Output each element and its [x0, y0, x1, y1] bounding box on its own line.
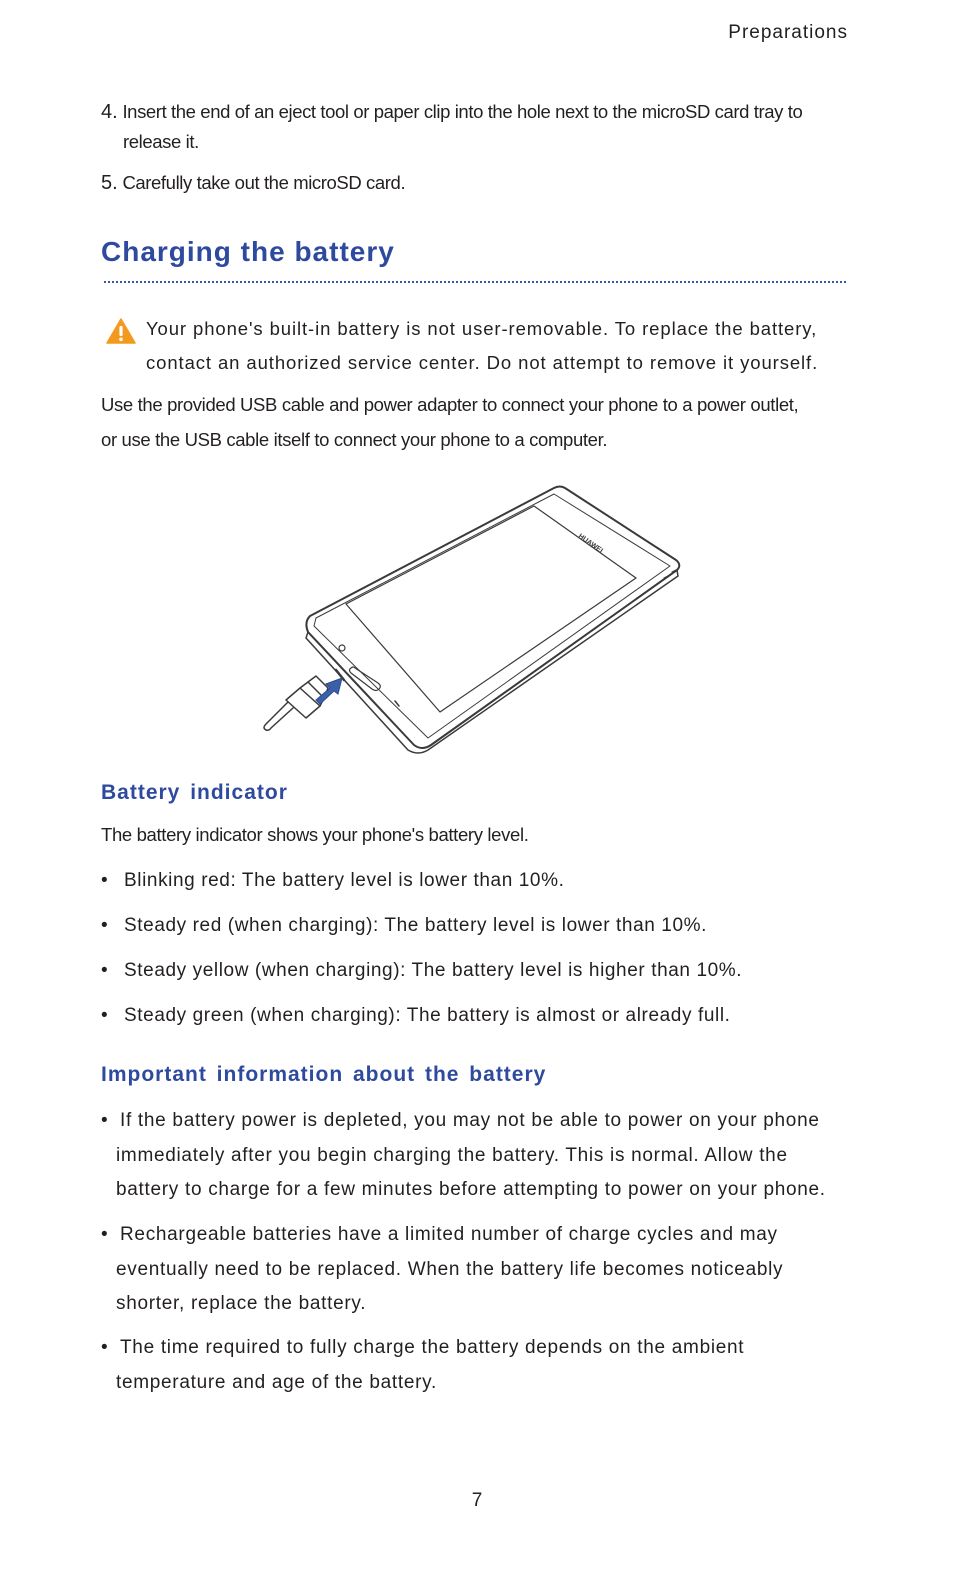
step-number: 4. [101, 101, 118, 123]
info-paragraph [101, 1331, 866, 1400]
phone-charging-illustration [258, 480, 688, 760]
warning-icon [106, 318, 136, 344]
info-paragraph [101, 1104, 866, 1208]
intro-line: or use the USB cable itself to connect your phone to a computer. [101, 429, 608, 450]
step-text-line: Carefully take out the microSD card. [122, 172, 406, 193]
list-item-text: Steady red (when charging): The battery level is lower than 10%. [124, 915, 708, 936]
bullet-glyph: • [101, 1110, 109, 1131]
info-paragraph [101, 1218, 866, 1322]
list-item [101, 1004, 861, 1028]
list-item-text: Steady yellow (when charging): The battery level is higher than 10%. [124, 960, 743, 981]
intro-line: Use the provided USB cable and power adapter to connect your phone to a power outlet, [101, 394, 799, 415]
list-item-text: Blinking red: The battery level is lower than 10%. [124, 870, 565, 891]
step-4 [101, 97, 851, 156]
list-item [101, 869, 861, 893]
important-info-heading: Important information about the battery [101, 1063, 547, 1086]
list-item [101, 914, 861, 938]
paragraph-line: The time required to fully charge the battery depends on the ambient [120, 1337, 745, 1358]
paragraph-line: Rechargeable batteries have a limited number of charge cycles and may [120, 1224, 778, 1245]
paragraph-line: shorter, replace the battery. [116, 1293, 367, 1314]
battery-indicator-heading: Battery indicator [101, 781, 288, 804]
bullet-glyph: • [101, 1337, 109, 1358]
charging-intro [101, 387, 861, 457]
paragraph-line: immediately after you begin charging the battery. This is normal. Allow the [116, 1144, 788, 1166]
phone-screen [346, 506, 636, 712]
dotted-divider [104, 281, 846, 283]
step-number: 5. [101, 172, 118, 194]
section-title: Charging the battery [101, 236, 395, 267]
warning-line: Your phone's built-in battery is not user-removable. To replace the battery, [146, 318, 818, 339]
paragraph-line: If the battery power is depleted, you may not be able to power on your phone [120, 1110, 820, 1131]
insert-arrow-icon [316, 678, 342, 704]
battery-indicator-description: The battery indicator shows your phone's battery level. [101, 824, 529, 845]
bullet-glyph: • [101, 1224, 109, 1245]
warning-line: contact an authorized service center. Do not attempt to remove it yourself. [146, 352, 819, 373]
paragraph-line: battery to charge for a few minutes before attempting to power on your phone. [116, 1179, 826, 1200]
list-item [101, 959, 861, 983]
usb-cable [264, 676, 328, 730]
step-text-line: Insert the end of an eject tool or paper clip into the hole next to the microSD card tray to [122, 101, 803, 122]
step-5 [101, 168, 851, 198]
paragraph-line: eventually need to be replaced. When the battery life becomes noticeably [116, 1258, 784, 1280]
warning-note [146, 312, 858, 380]
paragraph-line: temperature and age of the battery. [116, 1371, 437, 1393]
bullet-glyph: • [101, 1005, 109, 1026]
phone-brand-label: HUAWEI [576, 532, 604, 555]
page-number: 7 [471, 1490, 483, 1511]
running-header: Preparations [728, 22, 848, 43]
bullet-glyph: • [101, 915, 109, 936]
list-item-text: Steady green (when charging): The battery is almost or already full. [124, 1005, 731, 1026]
bullet-glyph: • [101, 960, 109, 981]
step-text-line: release it. [123, 131, 199, 152]
bullet-glyph: • [101, 870, 109, 891]
